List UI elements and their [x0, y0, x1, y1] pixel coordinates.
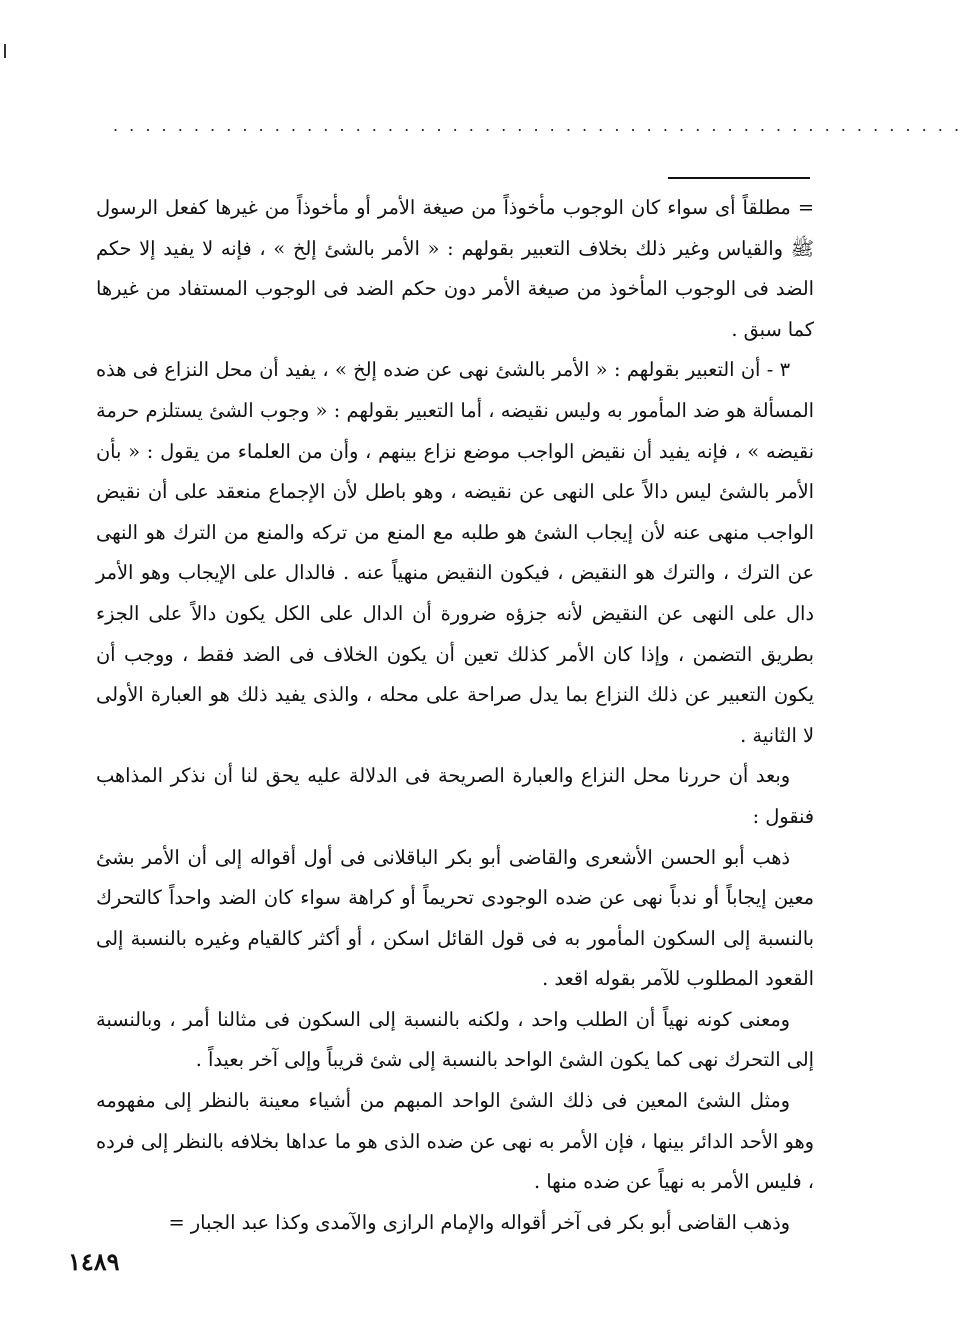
scan-mark: [4, 44, 6, 58]
paragraph-meaning-of-prohibition: ومعنى كونه نهياً أن الطلب واحد ، ولكنه بالنسبة إلى السكون فى مثالنا أمر ، وبالنسبة إلى التحرك نهى كما يكون الشئ الواحد بالنسبة إلى شئ قريباً وإلى آخر بعيداً .: [96, 1007, 814, 1072]
main-text: [96, 188, 814, 1243]
paragraph-ashari-view: ذهب أبو الحسن الأشعرى والقاضى أبو بكر الباقلانى فى أول أقواله إلى أن الأمر بشئ معين إيجاباً أو ندباً نهى عن ضده الوجودى تحريماً أو كراهة سواء كان الضد واحداً كالتحرك بالنسبة إلى السكون المأمور به فى قول القائل اسكن ، أو أكثر كالقيام وغيره بالنسبة إلى القعود المطلوب للآمر بقوله اقعد .: [96, 845, 814, 991]
paragraph-indeterminate-thing: ومثل الشئ المعين فى ذلك الشئ الواحد المبهم من أشياء معينة بالنظر إلى مفهومه وهو الأحد الدائر بينها ، فإن الأمر به نهى عن ضده الذى هو ما عداها بخلافه بالنظر إلى فرده ، فليس الأمر به نهياً عن ضده منها .: [96, 1089, 814, 1194]
paragraph-transition: وبعد أن حررنا محل النزاع والعبارة الصريحة فى الدلالة عليه يحق لنا أن نذكر المذاهب فنقول :: [96, 764, 814, 828]
page-number: ١٤٨٩: [68, 1247, 120, 1276]
paragraph-second-view: وذهب القاضى أبو بكر فى آخر أقواله والإمام الرازى والآمدى وكذا عبد الجبار =: [168, 1210, 790, 1234]
paragraph-point-3: ٣ - أن التعبير بقولهم : « الأمر بالشئ نهى عن ضده إلخ » ، يفيد أن محل النزاع فى هذه المسألة هو ضد المأمور به وليس نقيضه ، أما التعبير بقولهم : « وجوب الشئ يستلزم حرمة نقيضه » ، فإنه يفيد أن نقيض الواجب موضع نزاع بينهم ، وأن من العلماء من يقول : « بأن الأمر بالشئ ليس دالاً على النهى عن نقيضه ، وهو باطل لأن الإجماع منعقد على أن نقيض الواجب منهى عنه لأن إيجاب الشئ هو طلبه مع المنع من تركه والمنع من الترك هو النهى عن الترك ، والترك هو النقيض ، فيكون النقيض منهياً عنه . فالدال على الإيجاب وهو الأمر دال على النهى عن النقيض لأنه جزؤه ضرورة أن الدال على الكل يكون دالاً على الجزء بطريق التضمن ، وإذا كان الأمر كذلك تعين أن يكون الخلاف فى الضد فقط ، ووجب أن يكون التعبير عن ذلك النزاع بما يدل صراحة على محله ، والذى يفيد ذلك هو العبارة الأولى لا الثانية .: [96, 358, 814, 747]
header-dotted-rule: . . . . . . . . . . . . . . . . . . . . . . . . . . . . . . . . . . . . . . . . . . . . . . . . . . . . .: [113, 116, 962, 135]
footnote-separator-rule: [668, 177, 810, 179]
paragraph-continuation: = مطلقاً أى سواء كان الوجوب مأخوذاً من صيغة الأمر أو مأخوذاً من غيرها كفعل الرسول ﷺ والقياس وغير ذلك بخلاف التعبير بقولهم : « الأمر بالشئ إلخ » ، فإنه لا يفيد إلا حكم الضد فى الوجوب المأخوذ من صيغة الأمر دون حكم الضد فى الوجوب المستفاد من غيرها كما سبق .: [96, 196, 814, 341]
